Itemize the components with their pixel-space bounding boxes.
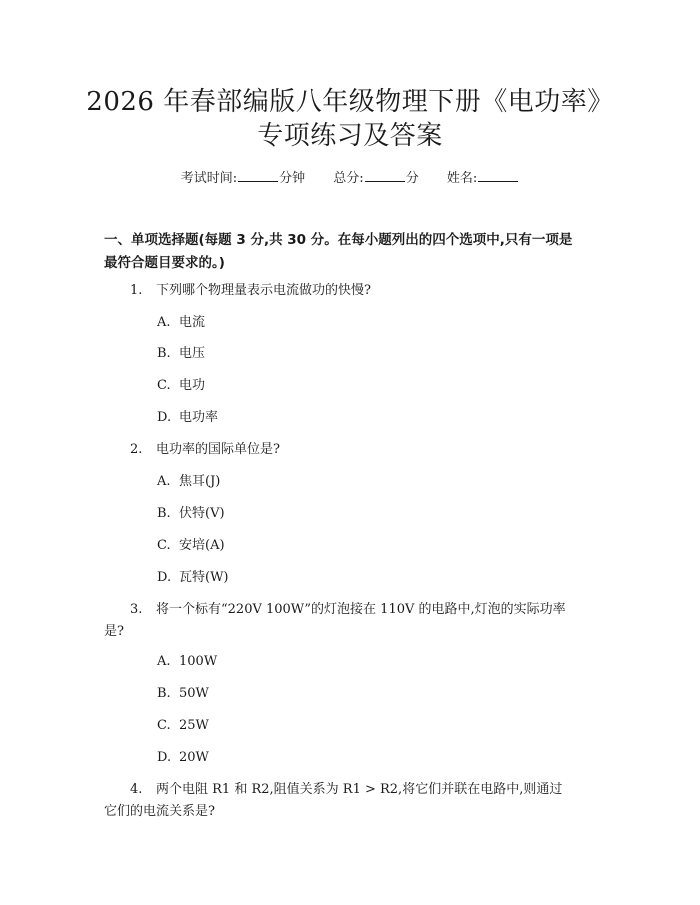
option-1a bbox=[157, 314, 205, 332]
option-text: 20W bbox=[179, 750, 209, 765]
question-number: 2. bbox=[130, 442, 143, 457]
option-3c bbox=[157, 717, 209, 735]
question-text: 电功率的国际单位是? bbox=[156, 442, 280, 457]
option-2d bbox=[157, 569, 229, 587]
exam-meta bbox=[0, 169, 700, 188]
option-text: 100W bbox=[179, 654, 218, 669]
option-3a bbox=[157, 653, 217, 671]
option-2c bbox=[157, 537, 225, 555]
option-letter: C. bbox=[157, 378, 171, 393]
name-field bbox=[447, 171, 519, 186]
question-number: 4. bbox=[130, 782, 143, 797]
option-letter: C. bbox=[157, 718, 171, 733]
option-letter: B. bbox=[157, 506, 171, 521]
option-text: 50W bbox=[179, 686, 209, 701]
time-blank bbox=[238, 169, 278, 182]
time-unit: 分钟 bbox=[279, 171, 306, 186]
option-text: 电流 bbox=[179, 315, 206, 330]
score-unit: 分 bbox=[405, 171, 419, 186]
option-letter: D. bbox=[157, 410, 172, 425]
option-letter: D. bbox=[157, 750, 172, 765]
document-title-line2: 专项练习及答案 bbox=[257, 121, 443, 151]
document-title-line1: 2026 年春部编版八年级物理下册《电功率》 bbox=[86, 87, 614, 117]
option-3d bbox=[157, 749, 209, 767]
option-text: 电功 bbox=[179, 378, 206, 393]
option-letter: D. bbox=[157, 570, 172, 585]
option-1b bbox=[157, 345, 205, 363]
question-text-continued: 它们的电流关系是? bbox=[104, 804, 215, 819]
section-heading-line2: 最符合题目要求的。) bbox=[104, 255, 225, 271]
option-letter: A. bbox=[157, 315, 171, 330]
option-text: 电压 bbox=[179, 346, 206, 361]
section-heading-line1: 一、单项选择题(每题 3 分,共 30 分。在每小题列出的四个选项中,只有一项是 bbox=[104, 232, 573, 248]
question-number: 1. bbox=[130, 283, 143, 298]
time-field bbox=[181, 171, 305, 186]
option-text: 伏特(V) bbox=[179, 506, 225, 521]
question-text-continued: 是? bbox=[104, 624, 124, 639]
option-letter: B. bbox=[157, 346, 171, 361]
option-letter: C. bbox=[157, 538, 171, 553]
name-blank bbox=[478, 169, 518, 182]
option-2a bbox=[157, 473, 220, 491]
question-text: 下列哪个物理量表示电流做功的快慢? bbox=[156, 283, 371, 298]
option-text: 电功率 bbox=[179, 410, 219, 425]
option-text: 安培(A) bbox=[179, 538, 225, 553]
option-text: 焦耳(J) bbox=[179, 474, 221, 489]
option-3b bbox=[157, 685, 209, 703]
question-number: 3. bbox=[130, 602, 143, 617]
option-text: 瓦特(W) bbox=[179, 570, 229, 585]
option-1d bbox=[157, 409, 218, 427]
option-1c bbox=[157, 377, 205, 395]
question-text: 两个电阻 R1 和 R2,阻值关系为 R1 > R2,将它们并联在电路中,则通过 bbox=[156, 782, 563, 797]
score-blank bbox=[365, 169, 405, 182]
score-field bbox=[333, 171, 418, 186]
option-2b bbox=[157, 505, 225, 523]
question-text: 将一个标有“220V 100W”的灯泡接在 110V 的电路中,灯泡的实际功率 bbox=[156, 602, 566, 617]
option-letter: A. bbox=[157, 474, 171, 489]
option-text: 25W bbox=[179, 718, 209, 733]
section-heading bbox=[104, 229, 598, 275]
time-label: 考试时间: bbox=[180, 171, 238, 186]
option-letter: A. bbox=[157, 654, 171, 669]
score-label: 总分: bbox=[333, 171, 364, 186]
option-letter: B. bbox=[157, 686, 171, 701]
name-label: 姓名: bbox=[446, 171, 478, 186]
